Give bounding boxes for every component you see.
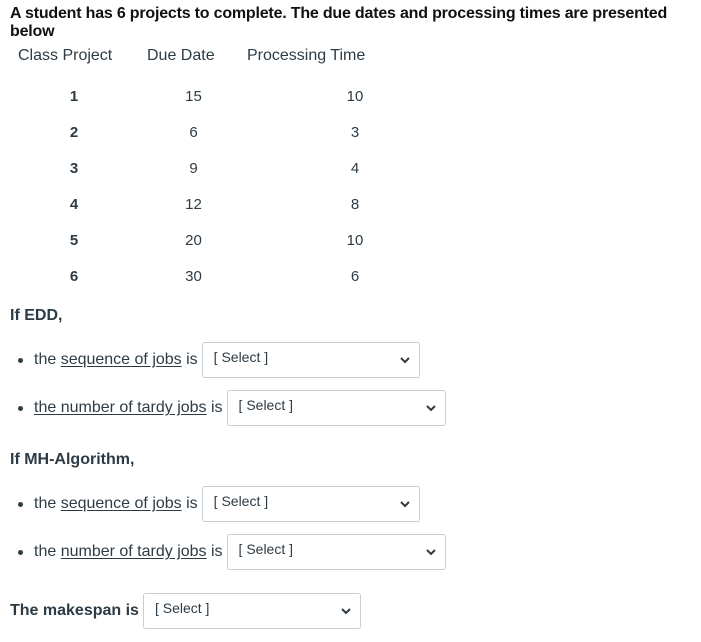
mh-tardy-select[interactable] [227,534,446,570]
project-cell: 5 [69,231,79,249]
edd-tardy-select[interactable] [227,390,446,426]
bullet-icon [18,502,23,507]
due-date-cell: 9 [189,159,198,177]
header-processing-time: Processing Time [247,47,366,64]
due-date-cell: 6 [189,123,198,141]
mh-sequence-suffix: is [181,495,198,512]
project-cell: 6 [69,267,79,285]
table-row [10,186,425,222]
table-row [10,114,425,150]
edd-label: If EDD, [10,307,63,324]
makespan-select[interactable] [143,593,361,629]
project-cell: 3 [69,159,79,177]
edd-sequence-item [18,341,420,379]
processing-time-cell: 8 [350,195,360,213]
edd-sequence-select-value: [ Select ] [213,349,269,365]
processing-time-cell: 6 [350,267,360,285]
due-date-cell: 30 [185,267,202,285]
bullet-icon [18,550,23,555]
mh-sequence-prefix: the [34,495,61,512]
mh-label: If MH-Algorithm, [10,451,135,468]
mh-sequence-select[interactable] [202,486,420,522]
mh-tardy-suffix: is [206,543,223,560]
processing-time-cell: 10 [346,87,364,105]
edd-tardy-link[interactable]: the number of tardy jobs [34,399,207,416]
edd-tardy-item [18,389,446,427]
header-class-project: Class Project [18,47,113,64]
mh-sequence-select-value: [ Select ] [213,493,269,509]
makespan-label: The makespan is [10,602,139,619]
mh-sequence-item [18,485,420,523]
chevron-down-icon [425,546,437,558]
edd-sequence-suffix: is [181,351,198,368]
mh-tardy-link[interactable]: number of tardy jobs [60,543,207,560]
processing-time-cell: 4 [350,159,360,177]
table-row [10,68,425,114]
edd-tardy-suffix: is [206,399,223,416]
chevron-down-icon [425,402,437,414]
edd-sequence-select[interactable] [202,342,420,378]
processing-time-cell: 10 [346,231,364,249]
question-text: A student has 6 projects to complete. The due dates and processing times are presented below [10,5,668,40]
makespan-select-value: [ Select ] [154,600,210,616]
due-date-cell: 15 [185,87,202,105]
header-due-date: Due Date [147,47,215,64]
makespan-item [10,592,361,630]
table-row [10,150,425,186]
chevron-down-icon [340,605,352,617]
project-cell: 4 [69,195,79,213]
due-date-cell: 12 [185,195,202,213]
project-cell: 2 [69,123,79,141]
jobs-table [10,44,425,294]
mh-tardy-select-value: [ Select ] [238,541,294,557]
due-date-cell: 20 [185,231,202,249]
edd-sequence-prefix: the [34,351,61,368]
mh-tardy-prefix: the [34,543,61,560]
bullet-icon [18,358,23,363]
table-row [10,258,425,294]
edd-tardy-select-value: [ Select ] [238,397,294,413]
mh-tardy-item [18,533,446,571]
bullet-icon [18,406,23,411]
table-row [10,222,425,258]
project-cell: 1 [69,87,79,105]
chevron-down-icon [399,498,411,510]
mh-sequence-link[interactable]: sequence of jobs [60,495,182,512]
chevron-down-icon [399,354,411,366]
processing-time-cell: 3 [350,123,360,141]
edd-sequence-link[interactable]: sequence of jobs [60,351,182,368]
table-header-row [10,44,425,68]
